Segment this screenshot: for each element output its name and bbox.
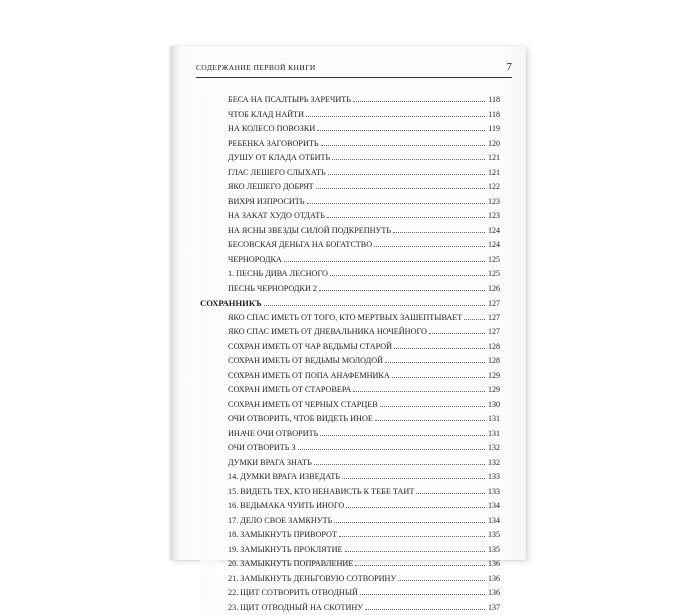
table-of-contents — [200, 93, 500, 615]
margin-fade — [200, 470, 228, 484]
margin-fade — [200, 514, 228, 528]
toc-entry-page: 118 — [485, 95, 500, 104]
toc-entry-line — [228, 226, 500, 235]
toc-entry — [200, 557, 500, 572]
margin-fade — [200, 383, 228, 397]
toc-leader-dots — [355, 565, 485, 566]
margin-fade — [200, 151, 228, 165]
margin-fade — [200, 108, 228, 122]
toc-entry — [200, 224, 500, 239]
toc-entry — [200, 238, 500, 253]
margin-fade — [200, 543, 228, 557]
margin-fade — [200, 586, 228, 600]
toc-entry-title: СОХРАН ИМЕТЬ ОТ ЧАР ВЕДЬМЫ СТАРОЙ — [228, 342, 394, 351]
toc-entry-title: НА ЯСНЫ ЗВЕЗДЫ СИЛОЙ ПОДКРЕПНУТЬ — [228, 226, 393, 235]
toc-entry — [200, 572, 500, 587]
toc-entry-page: 122 — [485, 182, 500, 191]
toc-entry-page: 136 — [485, 574, 500, 583]
toc-entry — [200, 253, 500, 268]
toc-entry-title: ГЛАС ЛЕШЕГО СЛЫХАТЬ — [228, 168, 328, 177]
toc-entry-line — [228, 588, 500, 597]
toc-entry-page: 136 — [485, 559, 500, 568]
toc-entry — [200, 586, 500, 601]
toc-entry — [200, 195, 500, 210]
toc-entry-line — [228, 139, 500, 148]
toc-entry-line — [228, 240, 500, 249]
toc-leader-dots — [319, 290, 485, 291]
toc-leader-dots — [429, 333, 485, 334]
toc-entry-title: НА КОЛЕСО ПОВОЗКИ — [228, 124, 317, 133]
toc-entry-title: ЧЕРНОРОДКА — [228, 255, 284, 264]
toc-leader-dots — [353, 101, 485, 102]
toc-entry-title: БЕСОВСКАЯ ДЕНЬГА НА БОГАТСТВО — [228, 240, 374, 249]
toc-entry-title: ПЕСНЬ ЧЕРНОРОДКИ 2 — [228, 284, 319, 293]
toc-leader-dots — [375, 420, 485, 421]
toc-leader-dots — [321, 145, 485, 146]
toc-entry-title: 22. ЩИТ СОТВОРИТЬ ОТВОДНЫЙ — [228, 588, 360, 597]
toc-entry-title: 1. ПЕСНЬ ДИВА ЛЕСНОГО — [228, 269, 330, 278]
toc-leader-dots — [327, 217, 485, 218]
running-head — [196, 63, 512, 78]
toc-entry-line — [228, 182, 500, 191]
toc-entry — [200, 151, 500, 166]
toc-leader-dots — [307, 203, 485, 204]
toc-entry — [200, 354, 500, 369]
toc-leader-dots — [385, 362, 485, 363]
margin-fade — [200, 195, 228, 209]
toc-entry-title: 17. ДЕЛО СВОЕ ЗАМКНУТЬ — [228, 516, 334, 525]
toc-entry-line — [228, 530, 500, 539]
margin-fade — [200, 441, 228, 455]
margin-fade — [200, 253, 228, 267]
toc-entry — [200, 267, 500, 282]
toc-entry-title: СОХРАН ИМЕТЬ ОТ ПОПА АНАФЕМНИКА — [228, 371, 392, 380]
toc-entry-page: 119 — [485, 124, 500, 133]
toc-leader-dots — [317, 130, 485, 131]
toc-entry — [200, 601, 500, 615]
toc-entry-line — [228, 124, 500, 133]
toc-entry-page: 127 — [485, 327, 500, 336]
toc-entry-line — [228, 559, 500, 568]
toc-entry-page: 129 — [485, 371, 500, 380]
toc-entry-page: 127 — [485, 313, 500, 322]
toc-entry-line — [228, 603, 500, 612]
toc-leader-dots — [316, 188, 485, 189]
toc-entry-title: 15. ВИДЕТЬ ТЕХ, КТО НЕНАВИСТЬ К ТЕБЕ ТАИТ — [228, 487, 416, 496]
toc-entry-line — [228, 313, 500, 322]
margin-fade — [200, 325, 228, 339]
toc-entry-line — [228, 545, 500, 554]
toc-entry — [200, 180, 500, 195]
toc-entry — [200, 166, 500, 181]
toc-entry — [200, 340, 500, 355]
margin-fade — [200, 93, 228, 107]
margin-fade — [200, 354, 228, 368]
toc-entry-title: ЯКО СПАС ИМЕТЬ ОТ ТОГО, КТО МЕРТВЫХ ЗАШЕПТЫВАЕТ — [228, 313, 464, 322]
toc-leader-dots — [393, 232, 485, 233]
toc-entry-page: 128 — [485, 342, 500, 351]
toc-entry-page: 131 — [485, 429, 500, 438]
toc-entry-title: СОХРАН ИМЕТЬ ОТ СТАРОВЕРА — [228, 385, 353, 394]
margin-fade — [200, 499, 228, 513]
toc-entry-page: 132 — [485, 458, 500, 467]
margin-fade — [200, 427, 228, 441]
toc-entry-page: 120 — [485, 139, 500, 148]
margin-fade — [200, 369, 228, 383]
toc-entry — [200, 528, 500, 543]
toc-leader-dots — [416, 493, 485, 494]
margin-fade — [200, 412, 228, 426]
margin-fade — [200, 340, 228, 354]
toc-entry-line — [228, 574, 500, 583]
toc-leader-dots — [284, 261, 485, 262]
toc-entry-page: 118 — [485, 110, 500, 119]
toc-entry-line — [228, 414, 500, 423]
toc-entry-title: 19. ЗАМЫКНУТЬ ПРОКЛЯТИЕ — [228, 545, 345, 554]
toc-leader-dots — [342, 478, 485, 479]
toc-entry — [200, 499, 500, 514]
toc-entry-title: ДУМКИ ВРАГА ЗНАТЬ — [228, 458, 314, 467]
toc-entry-line — [228, 501, 500, 510]
page-number: 7 — [507, 61, 513, 73]
toc-entry-line — [228, 197, 500, 206]
toc-entry — [200, 325, 500, 340]
toc-entry — [200, 470, 500, 485]
toc-entry — [200, 398, 500, 413]
toc-entry-title: 20. ЗАМЫКНУТЬ ПОПРАВЛЕНИЕ — [228, 559, 355, 568]
margin-fade — [200, 601, 228, 615]
toc-entry-line — [228, 356, 500, 365]
toc-entry — [200, 427, 500, 442]
toc-entry-page: 125 — [485, 269, 500, 278]
toc-leader-dots — [345, 551, 485, 552]
toc-entry-title: НА ЗАКАТ ХУДО ОТДАТЬ — [228, 211, 327, 220]
margin-fade — [200, 137, 228, 151]
toc-leader-dots — [353, 391, 485, 392]
toc-entry-line — [228, 211, 500, 220]
toc-entry-title: СОХРАН ИМЕТЬ ОТ ВЕДЬМЫ МОЛОДОЙ — [228, 356, 385, 365]
margin-fade — [200, 485, 228, 499]
toc-entry-line — [228, 400, 500, 409]
toc-leader-dots — [374, 246, 485, 247]
toc-leader-dots — [298, 449, 485, 450]
toc-leader-dots — [394, 348, 485, 349]
toc-leader-dots — [398, 580, 485, 581]
toc-leader-dots — [380, 406, 485, 407]
toc-leader-dots — [314, 464, 485, 465]
toc-entry-title: ОЧИ ОТВОРИТЬ 3 — [228, 443, 298, 452]
margin-fade — [200, 311, 228, 325]
toc-entry-line — [228, 95, 500, 104]
toc-entry-title: 23. ЩИТ ОТВОДНЫЙ НА СКОТИНУ — [228, 603, 365, 612]
toc-entry — [200, 282, 500, 297]
toc-entry-line — [228, 269, 500, 278]
toc-leader-dots — [330, 275, 485, 276]
toc-entry-page: 129 — [485, 385, 500, 394]
toc-entry-line — [228, 168, 500, 177]
toc-entry — [200, 412, 500, 427]
toc-entry-page: 133 — [485, 487, 500, 496]
toc-entry-title: СОХРАННИКЪ — [200, 298, 264, 308]
toc-leader-dots — [334, 522, 485, 523]
margin-fade — [200, 282, 228, 296]
toc-entry-line — [228, 327, 500, 336]
toc-leader-dots — [360, 594, 485, 595]
toc-entry-title: ЯКО ЛЕШЕГО ДОБРЯТ — [228, 182, 316, 191]
toc-entry-page: 136 — [485, 588, 500, 597]
toc-entry-line — [228, 443, 500, 452]
toc-entry-page: 135 — [485, 530, 500, 539]
toc-entry-page: 132 — [485, 443, 500, 452]
toc-entry-title: ДУШУ ОТ КЛАДА ОТБИТЬ — [228, 153, 332, 162]
toc-entry-line — [228, 458, 500, 467]
toc-leader-dots — [328, 174, 485, 175]
toc-entry-page: 124 — [485, 226, 500, 235]
toc-leader-dots — [365, 609, 485, 610]
toc-entry-title: 14. ДУМКИ ВРАГА ИЗВЕДАТЬ — [228, 472, 342, 481]
toc-entry-page: 135 — [485, 545, 500, 554]
toc-entry-page: 121 — [485, 168, 500, 177]
toc-entry-line — [228, 371, 500, 380]
toc-entry-line — [228, 153, 500, 162]
margin-fade — [200, 238, 228, 252]
margin-fade — [200, 209, 228, 223]
toc-entry-page: 133 — [485, 472, 500, 481]
toc-leader-dots — [339, 536, 485, 537]
toc-leader-dots — [346, 507, 485, 508]
toc-entry-page: 130 — [485, 400, 500, 409]
toc-entry-page: 134 — [485, 516, 500, 525]
toc-entry — [200, 485, 500, 500]
toc-entry-title: ЯКО СПАС ИМЕТЬ ОТ ДНЕВАЛЬНИКА НОЧЕЙНОГО — [228, 327, 429, 336]
toc-entry-title: РЕБЕНКА ЗАГОВОРИТЬ — [228, 139, 321, 148]
toc-entry — [200, 122, 500, 137]
toc-entry-page: 125 — [485, 255, 500, 264]
toc-entry — [200, 441, 500, 456]
toc-entry-title: 21. ЗАМЫКНУТЬ ДЕНЬГОВУЮ СОТВОРИНУ — [228, 574, 398, 583]
margin-fade — [200, 456, 228, 470]
toc-entry — [200, 383, 500, 398]
toc-leader-dots — [306, 116, 485, 117]
toc-entry — [200, 108, 500, 123]
toc-entry-line — [228, 110, 500, 119]
toc-leader-dots — [464, 319, 485, 320]
toc-entry-line — [228, 385, 500, 394]
toc-leader-dots — [264, 305, 485, 306]
toc-entry-title: ОЧИ ОТВОРИТЬ, ЧТОБ ВИДЕТЬ ИНОЕ — [228, 414, 375, 423]
toc-entry-page: 127 — [485, 299, 500, 308]
margin-fade — [200, 572, 228, 586]
toc-entry-line — [228, 342, 500, 351]
toc-entry-line — [200, 298, 500, 308]
toc-entry-page: 126 — [485, 284, 500, 293]
toc-leader-dots — [332, 159, 485, 160]
margin-fade — [200, 180, 228, 194]
toc-entry — [200, 209, 500, 224]
toc-entry — [200, 543, 500, 558]
toc-leader-dots — [392, 377, 485, 378]
toc-entry-title: ЧТОБ КЛАД НАЙТИ — [228, 110, 306, 119]
toc-entry — [200, 514, 500, 529]
toc-entry-title: БЕСА НА ПСАЛТЫРЬ ЗАРЕЧИТЬ — [228, 95, 353, 104]
margin-fade — [200, 224, 228, 238]
toc-entry — [200, 369, 500, 384]
margin-fade — [200, 267, 228, 281]
margin-fade — [200, 398, 228, 412]
running-head-title: СОДЕРЖАНИЕ ПЕРВОЙ КНИГИ — [196, 63, 316, 72]
toc-entry-line — [228, 429, 500, 438]
toc-entry-page: 123 — [485, 197, 500, 206]
toc-entry — [200, 311, 500, 326]
toc-section-heading — [200, 296, 500, 311]
margin-fade — [200, 528, 228, 542]
toc-entry-title: ИНАЧЕ ОЧИ ОТВОРИТЬ — [228, 429, 320, 438]
toc-entry-line — [228, 487, 500, 496]
toc-entry-page: 134 — [485, 501, 500, 510]
toc-entry-title: ВИХРЯ ИЗПРОСИТЬ — [228, 197, 307, 206]
toc-entry — [200, 93, 500, 108]
toc-entry-page: 124 — [485, 240, 500, 249]
toc-entry-page: 137 — [485, 603, 500, 612]
toc-entry-page: 128 — [485, 356, 500, 365]
margin-fade — [200, 557, 228, 571]
toc-entry — [200, 137, 500, 152]
toc-entry-page: 131 — [485, 414, 500, 423]
toc-entry-page: 121 — [485, 153, 500, 162]
toc-entry — [200, 456, 500, 471]
toc-entry-line — [228, 255, 500, 264]
toc-entry-title: 18. ЗАМЫКНУТЬ ПРИВОРОТ — [228, 530, 339, 539]
toc-entry-line — [228, 284, 500, 293]
toc-leader-dots — [320, 435, 485, 436]
margin-fade — [200, 166, 228, 180]
toc-entry-title: СОХРАН ИМЕТЬ ОТ ЧЕРНЫХ СТАРЦЕВ — [228, 400, 380, 409]
toc-entry-line — [228, 472, 500, 481]
toc-entry-line — [228, 516, 500, 525]
margin-fade — [200, 122, 228, 136]
toc-entry-title: 16. ВЕДЬМАКА ЧУИТЬ ИНОГО — [228, 501, 346, 510]
toc-entry-page: 123 — [485, 211, 500, 220]
